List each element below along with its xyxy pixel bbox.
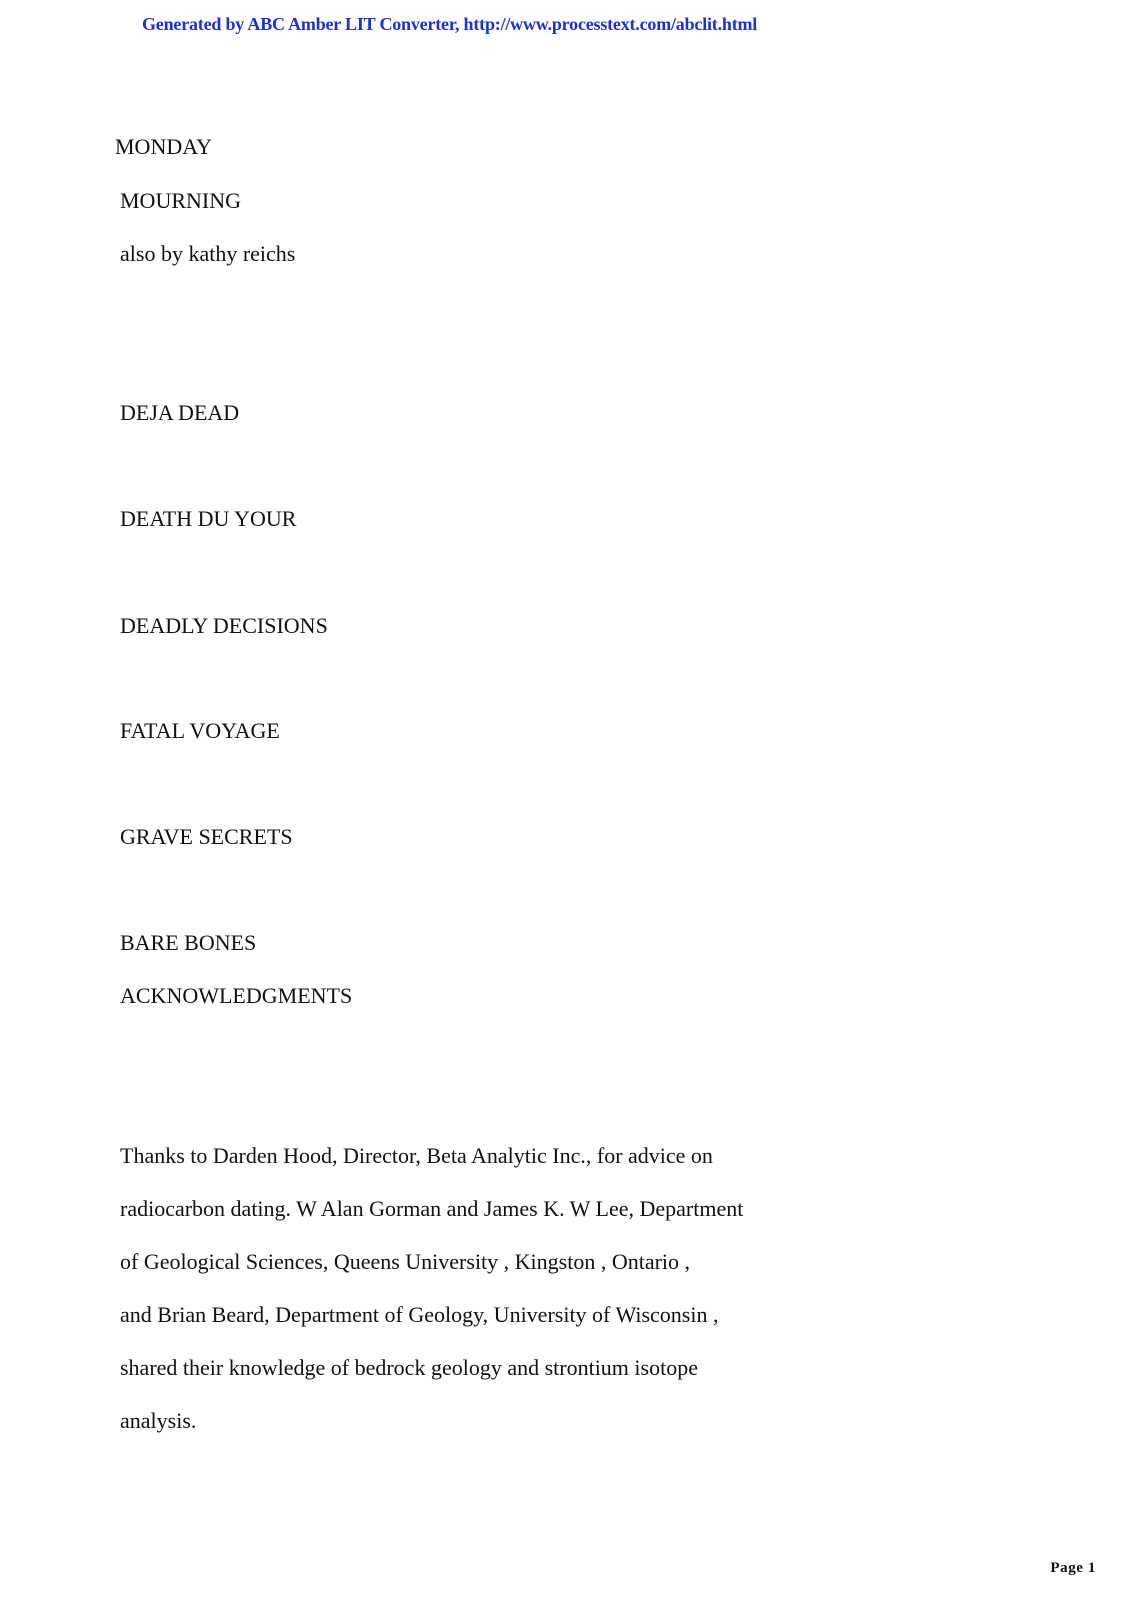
acknowledgments-line: analysis. [120, 1408, 197, 1433]
title-line-2: MOURNING [120, 188, 241, 213]
book-title: GRAVE SECRETS [120, 824, 293, 849]
also-by-heading: also by kathy reichs [120, 241, 296, 266]
acknowledgments-line: and Brian Beard, Department of Geology, University of Wisconsin , [120, 1302, 719, 1327]
book-title: DEATH DU YOUR [120, 506, 297, 531]
converter-notice: Generated by ABC Amber LIT Converter, http://www.processtext.com/abclit.html [142, 14, 758, 34]
book-title: FATAL VOYAGE [120, 718, 280, 743]
acknowledgments-line: of Geological Sciences, Queens University , Kingston , Ontario , [120, 1249, 691, 1274]
book-title: BARE BONES [120, 930, 257, 955]
book-title: DEADLY DECISIONS [120, 613, 328, 638]
acknowledgments-line: Thanks to Darden Hood, Director, Beta Analytic Inc., for advice on [120, 1143, 713, 1168]
book-title: DEJA DEAD [120, 400, 240, 425]
page-number: Page 1 [1050, 1560, 1096, 1576]
acknowledgments-line: radiocarbon dating. W Alan Gorman and James K. W Lee, Department [120, 1196, 744, 1221]
acknowledgments-heading: ACKNOWLEDGMENTS [120, 983, 353, 1008]
acknowledgments-line: shared their knowledge of bedrock geology and strontium isotope [120, 1355, 698, 1380]
title-line-1: MONDAY [115, 134, 212, 159]
